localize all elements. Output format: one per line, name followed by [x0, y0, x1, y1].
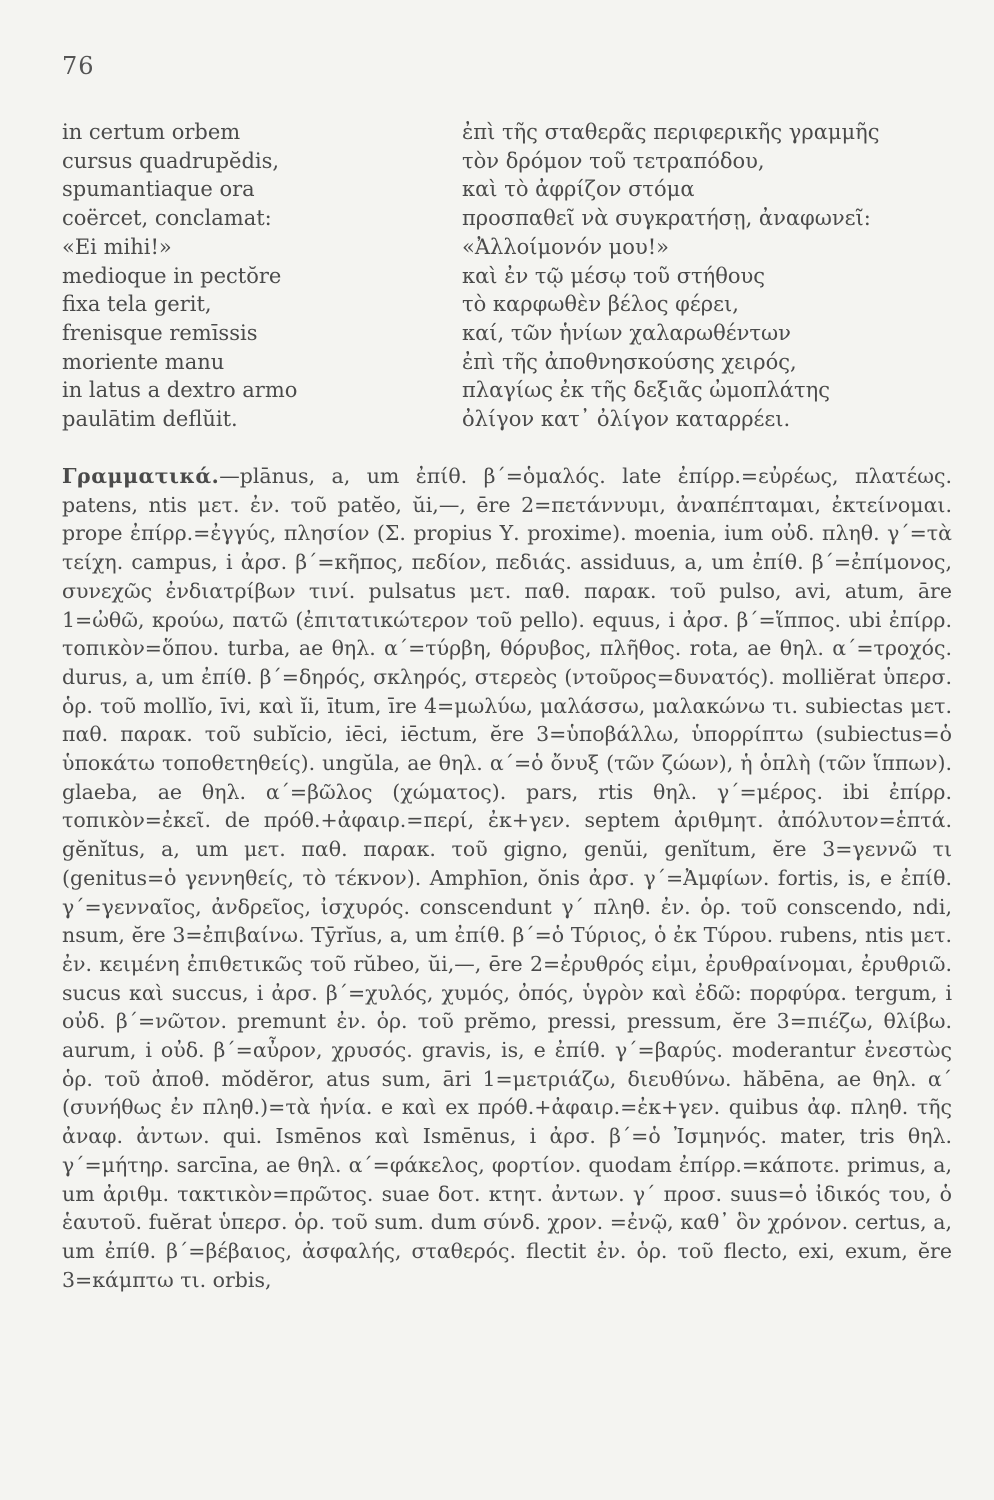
verse-section: [62, 118, 942, 434]
latin-verse-line: spumantiaque ora: [62, 177, 255, 202]
greek-verse-line: τὸ καρφωθὲν βέλος φέρει,: [462, 292, 739, 317]
greek-verse-line: προσπαθεῖ νὰ συγκρατήσῃ, ἀναφωνεῖ:: [462, 206, 871, 231]
greek-verse-line: πλαγίως ἐκ τῆς δεξιᾶς ὠμοπλάτης: [462, 378, 830, 403]
greek-verse-line: καὶ ἐν τῷ μέσῳ τοῦ στήθους: [462, 263, 766, 288]
latin-verse-line: paulātim deflŭit.: [62, 407, 238, 432]
latin-verse-line: moriente manu: [62, 349, 225, 374]
greek-verse-line: «Ἀλλοίμονόν μου!»: [462, 234, 669, 259]
latin-verse-column: [62, 118, 457, 434]
glossary-paragraph: [62, 462, 952, 1294]
latin-verse-line: fixa tela gerit,: [62, 292, 212, 317]
greek-verse-line: τὸν δρόμον τοῦ τετραπόδου,: [462, 148, 765, 173]
greek-verse-line: καὶ τὸ ἀφρίζον στόμα: [462, 177, 695, 202]
greek-verse-line: ἐπὶ τῆς σταθερᾶς περιφερικῆς γραμμῆς: [462, 120, 880, 144]
latin-verse-line: in latus a dextro armo: [62, 378, 298, 403]
latin-verse-line: «Ei mihi!»: [62, 234, 172, 259]
glossary-heading: Γραμματικά.: [62, 464, 220, 488]
latin-verse-line: in certum orbem: [62, 120, 241, 144]
latin-verse-line: medioque in pectŏre: [62, 263, 282, 288]
greek-verse-line: ὀλίγον κατ᾽ ὀλίγον καταρρέει.: [462, 407, 791, 432]
latin-verse-line: coërcet, conclamat:: [62, 206, 272, 231]
greek-verse-line: καί, τῶν ἡνίων χαλαρωθέντων: [462, 320, 791, 345]
page-number: 76: [62, 52, 95, 80]
greek-verse-line: ἐπὶ τῆς ἀποθνησκούσης χειρός,: [462, 349, 797, 374]
greek-verse-column: [462, 118, 942, 434]
latin-verse-line: frenisque remīssis: [62, 320, 258, 345]
glossary-text: —plānus, a, um ἐπίθ. β΄=ὁμαλός. late ἐπίρρ.=εὐρέως, πλατέως. patens, ntis μετ. ἐν. τοῦ patĕo, ŭi,—, ēre 2=πετάννυμι, ἀναπέπταμαι, ἐκτείνομαι. prope ἐπίρρ.=ἐγγύς, πλησίον (Σ. propius Υ. proxime). moenia, ium οὐδ. πληθ. γ΄=τὰ τείχη. campus, i ἀρσ. β΄=κῆπος, πεδίον, πεδιάς. assiduus, a, um ἐπίθ. β΄=ἐπίμονος, συνεχῶς ἐνδιατρίβων τινί. pulsatus μετ. παθ. παρακ. τοῦ pulso, avi, atum, āre 1=ὠθῶ, κρούω, πατῶ (ἐπιτατικώτερον τοῦ pello). equus, i ἀρσ. β΄=ἵππος. ubi ἐπίρρ. τοπικὸν=ὅπου. turba, ae θηλ. α΄=τύρβη, θόρυβος, πλῆθος. rota, ae θηλ. α΄=τροχός. durus, a, um ἐπίθ. β΄=δηρός, σκληρός, στερεὸς (ντοῦρος=δυνατός). molliĕrat ὑπερσ. ὁρ. τοῦ mollĭo, īvi, καὶ ĭi, ītum, īre 4=μωλύω, μαλάσσω, μαλακώνω τι. subiectas μετ. παθ. παρακ. τοῦ subĭcio, iēci, iēctum, ĕre 3=ὑποβάλλω, ὑπορρίπτω (subiectus=ὁ ὑποκάτω τοποθετηθείς). ungŭla, ae θηλ. α΄=ὁ ὄνυξ (τῶν ζώων), ἡ ὁπλὴ (τῶν ἵππων). glaeba, ae θηλ. α΄=βῶλος (χώματος). pars, rtis θηλ. γ΄=μέρος. ibi ἐπίρρ. τοπικὸν=ἐκεῖ. de πρόθ.+ἀφαιρ.=περί, ἐκ+γεν. septem ἀριθμητ. ἀπόλυτον=ἑπτά. gĕnĭtus, a, um μετ. παθ. παρακ. τοῦ gigno, genŭi, genĭtum, ĕre 3=γεννῶ τι (genitus=ὁ γεννηθείς, τὸ τέκνον). Amphīon, ŏnis ἀρσ. γ΄=Ἀμφίων. fortis, is, e ἐπίθ. γ΄=γενναῖος, ἀνδρεῖος, ἰσχυρός. conscendunt γ΄ πληθ. ἐν. ὁρ. τοῦ conscendo, ndi, nsum, ĕre 3=ἐπιβαίνω. Tȳrĭus, a, um ἐπίθ. β΄=ὁ Τύριος, ὁ ἐκ Τύρου. rubens, ntis μετ. ἐν. κειμένη ἐπιθετικῶς τοῦ rŭbeo, ŭi,—, ēre 2=ἐρυθρός εἰμι, ἐρυθραίνομαι, ἐρυθριῶ. sucus καὶ succus, i ἀρσ. β΄=χυλός, χυμός, ὀπός, ὑγρὸν καὶ ἐδῶ: πορφύρα. tergum, i οὐδ. β΄=νῶτον. premunt ἐν. ὁρ. τοῦ prĕmo, pressi, pressum, ĕre 3=πιέζω, θλίβω. aurum, i οὐδ. β΄=αὖρον, χρυσός. gravis, is, e ἐπίθ. γ΄=βαρύς. moderantur ἐνεστὼς ὁρ. τοῦ ἀποθ. mŏdĕror, atus sum, āri 1=μετριάζω, διευθύνω. hăbēna, ae θηλ. α΄ (συνήθως ἐν πληθ.)=τὰ ἡνία. e καὶ ex πρόθ.+ἀφαιρ.=ἐκ+γεν. quibus ἀφ. πληθ. τῆς ἀναφ. ἀντων. qui. Ismēnos καὶ Ismēnus, i ἀρσ. β΄=ὁ Ἰσμηνός. mater, tris θηλ. γ΄=μήτηρ. sarcīna, ae θηλ. α΄=φάκελος, φορτίον. quodam ἐπίρρ.=κάποτε. primus, a, um ἀριθμ. τακτικὸν=πρῶτος. suae δοτ. κτητ. ἀντων. γ΄ προσ. suus=ὁ ἰδικός του, ὁ ἑαυτοῦ. fuĕrat ὑπερσ. ὁρ. τοῦ sum. dum σύνδ. χρον. =ἐνῷ, καθ᾽ ὃν χρόνον. certus, a, um ἐπίθ. β΄=βέβαιος, ἀσφαλής, σταθερός. flectit ἐν. ὁρ. τοῦ flecto, exi, exum, ĕre 3=κάμπτω τι. orbis,: [62, 464, 952, 1292]
latin-verse-line: cursus quadrupĕdis,: [62, 148, 280, 173]
